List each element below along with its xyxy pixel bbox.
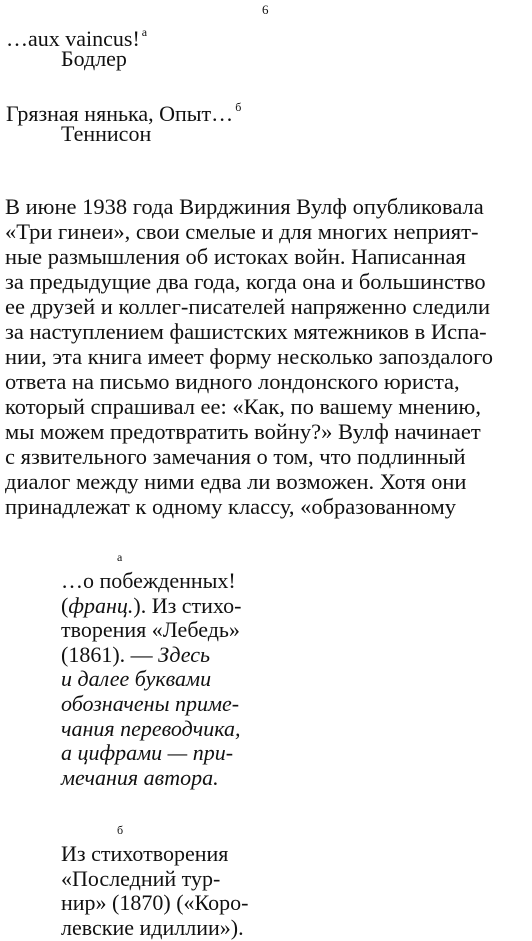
footnote-a-line: творения «Лебедь» <box>61 617 240 643</box>
epigraph-1-text: …aux vaincus! <box>6 26 140 51</box>
epigraph-2-mark: б <box>235 100 242 114</box>
footnote-a-line <box>61 741 241 766</box>
footnote-a-line <box>61 692 241 717</box>
footnote-a-italic: франц. <box>68 592 134 618</box>
footnote-a-line <box>61 717 241 742</box>
epigraph-1-mark: a <box>141 25 148 39</box>
page-number: 6 <box>262 2 269 17</box>
footnote-a-italic: а цифрами — при- <box>61 740 234 766</box>
footnote-b-mark: б <box>117 823 124 837</box>
body-line: принадлежат к одному классу, «образованному <box>5 494 456 519</box>
epigraph-2-author: Теннисон <box>61 121 152 146</box>
body-line: диалог между ними едва ли возможен. Хотя они <box>5 469 467 494</box>
body-line: мы можем предотвратить войну?» Вулф начинает <box>5 419 481 444</box>
main-text <box>5 194 527 519</box>
body-line: с язвительного замечания о том, что подлинный <box>5 444 466 469</box>
footnote-a-line <box>61 667 241 692</box>
epigraph-2-text: Грязная нянька, Опыт… <box>6 101 234 126</box>
footnote-a-text: (1861). — <box>61 641 159 667</box>
body-line: нии, эта книга имеет форму несколько запоздалого <box>5 344 494 369</box>
footnote-a-italic: мечания автора. <box>61 764 219 790</box>
footnote-a-italic: и далее буквами <box>61 666 212 692</box>
footnote-a-line <box>61 766 241 791</box>
body-line: «Три гинеи», свои смелые и для многих неприят- <box>5 219 479 244</box>
body-line: за предыдущие два года, когда она и большинство <box>5 269 486 294</box>
body-line: ные размышления об истоках войн. Написанная <box>5 244 466 269</box>
footnote-b-line: левские идиллии»). <box>61 914 244 940</box>
footnote-a-line: …о побежденных! <box>61 568 236 593</box>
footnote-a <box>61 569 241 790</box>
footnote-a-line <box>61 594 241 619</box>
footnote-a-line <box>61 643 241 668</box>
footnote-a-italic: Здесь <box>158 641 210 667</box>
footnote-a-italic: чания переводчика, <box>61 715 241 741</box>
footnote-b-line: Из стихотворения <box>61 841 229 866</box>
body-line: который спрашивал ее: «Как, по вашему мнению, <box>5 394 481 419</box>
body-line: за наступлением фашистских мятежников в Испа- <box>5 319 487 344</box>
footnote-b <box>61 842 248 940</box>
body-line: ответа на письмо видного лондонского юриста, <box>5 369 460 394</box>
footnote-b-line: нир» (1870) («Коро- <box>61 890 249 916</box>
epigraph-1-author: Бодлер <box>61 46 127 71</box>
footnote-a-text: ( <box>61 592 69 618</box>
footnote-a-text: ). Из стихо- <box>133 592 242 618</box>
footnote-b-line: «Последний тур- <box>61 865 221 891</box>
body-line: ее друзей и коллег-писателей напряженно следили <box>5 294 491 319</box>
body-line: В июне 1938 года Вирджиния Вулф опубликовала <box>5 194 484 219</box>
footnote-a-italic: обозначены приме- <box>61 690 240 716</box>
footnote-a-mark: а <box>117 550 123 564</box>
